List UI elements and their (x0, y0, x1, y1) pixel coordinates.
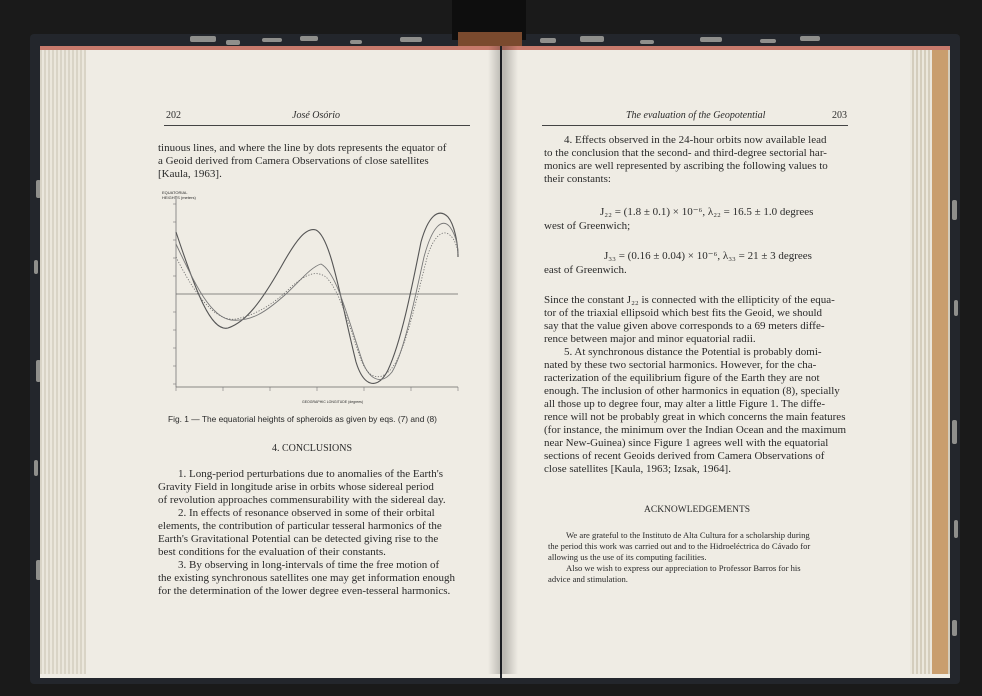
ack-line: Also we wish to express our appreciation to Professor Barros for his (566, 563, 801, 573)
intro-line: [Kaula, 1963]. (158, 168, 222, 180)
spheroid-curve-a (176, 213, 458, 383)
para-line: rence between major and minor equatorial radii. (544, 333, 756, 345)
para-line: west of Greenwich; (544, 220, 631, 232)
figure-y-label: EQUATORIAL (162, 190, 188, 195)
cover-speck (952, 420, 957, 444)
ack-line: We are grateful to the Instituto de Alta Cultura for a scholarship during (566, 530, 810, 540)
para-line: to the conclusion that the second- and third-degree sectorial har- (544, 147, 827, 159)
para-line: say that the value given above corresponds to a 69 meters diffe- (544, 320, 825, 332)
cover-speck (952, 200, 957, 220)
para-line: near New-Guinea) since Figure 1 agrees well with the equatorial (544, 437, 829, 449)
equatorial-heights-figure (156, 182, 468, 404)
cover-speck (580, 36, 604, 42)
spine-headband (458, 32, 522, 46)
spheroid-curve-b (176, 223, 458, 379)
x-ticks (176, 387, 458, 391)
header-rule (164, 125, 470, 126)
cover-speck (954, 520, 958, 538)
cover-speck (700, 37, 722, 42)
conclusion-line: for the determination of the lower degree even-tesseral harmonics. (158, 585, 451, 597)
cover-speck (300, 36, 318, 41)
right-endpaper-edge (932, 50, 948, 674)
cover-speck (350, 40, 362, 44)
conclusion-line: 2. In effects of resonance observed in some of their orbital (178, 507, 435, 519)
cover-speck (540, 38, 556, 43)
ack-line: the period this work was carried out and to the Hidroeléctrica do Cávado for (548, 541, 811, 551)
running-head: José Osório (292, 110, 341, 121)
intro-line: a Geoid derived from Camera Observations of close satellites (158, 155, 429, 167)
book-gutter (488, 46, 518, 674)
para-line: Since the constant J₂₂ is connected with the ellipticity of the equa- (544, 294, 835, 306)
figure-x-label: GEOGRAPHIC LONGITUDE (degrees) (302, 400, 364, 404)
ack-line: allowing us the use of its computing facilities. (548, 552, 707, 562)
cover-speck (640, 40, 654, 44)
para-line: (for instance, the minimum over the Indian Ocean and the maximum (544, 424, 847, 436)
conclusion-line: elements, the contribution of particular tesseral harmonics of the (158, 520, 442, 532)
figure-y-label: HEIGHTS (meters) (162, 195, 196, 200)
cover-speck (952, 620, 957, 636)
cover-speck (190, 36, 216, 42)
page-number: 203 (832, 110, 847, 121)
conclusion-line: Gravity Field in longitude arise in orbits whose sidereal period (158, 481, 434, 493)
conclusion-line: of revolution approaches commensurability with the sidereal day. (158, 494, 446, 506)
para-line: tor of the triaxial ellipsoid which best fits the Geoid, we should (544, 307, 823, 319)
conclusion-line: 3. By observing in long-intervals of time the free motion of (178, 559, 440, 571)
cover-speck (760, 39, 776, 43)
intro-line: tinuous lines, and where the line by dots represents the equator of (158, 142, 447, 154)
page-number: 202 (166, 110, 181, 121)
para-line: monics are well represented by ascribing the following values to (544, 160, 828, 172)
para-line: 5. At synchronous distance the Potential is probably domi- (564, 346, 822, 358)
section-title: 4. CONCLUSIONS (272, 443, 353, 454)
para-line: 4. Effects observed in the 24-hour orbits now available lead (564, 134, 827, 146)
conclusion-line: Earth's Gravitational Potential can be detected giving rise to the (158, 533, 439, 545)
ack-line: advice and stimulation. (548, 574, 628, 584)
para-line: nated by these two sectorial harmonics. However, for the cha- (544, 359, 817, 371)
conclusion-line: the existing synchronous satellites one may get information enough (158, 572, 455, 584)
figure-caption: Fig. 1 — The equatorial heights of spheroids as given by eqs. (7) and (8) (168, 414, 437, 424)
para-line: all those up to degree four, may alter a little Figure 1. The diffe- (544, 398, 826, 410)
left-page-edges (40, 50, 86, 674)
cover-speck (954, 300, 958, 316)
acknowledgements-title: ACKNOWLEDGEMENTS (644, 505, 751, 515)
para-line: their constants: (544, 173, 611, 185)
right-page (502, 46, 950, 678)
para-line: rence will not be probably great in which concerns the main features (544, 411, 846, 423)
para-line: close satellites [Kaula, 1963; Izsak, 1964]. (544, 463, 731, 475)
para-line: enough. The inclusion of other harmonics in equation (8), specially (544, 385, 840, 397)
cover-speck (34, 260, 38, 274)
equation-j33: J₃₃ = (0.16 ± 0.04) × 10⁻⁶, λ₃₃ = 21 ± 3 degrees (604, 250, 812, 262)
conclusion-line: 1. Long-period perturbations due to anomalies of the Earth's (178, 468, 443, 480)
running-head: The evaluation of the Geopotential (626, 110, 766, 121)
equation-j22: J₂₂ = (1.8 ± 0.1) × 10⁻⁶, λ₂₂ = 16.5 ± 1.0 degrees (600, 206, 814, 218)
cover-speck (800, 36, 820, 41)
y-ticks (173, 204, 176, 384)
cover-speck (226, 40, 240, 45)
para-line: racterization of the equilibrium figure of the Earth they are not (544, 372, 820, 384)
figure-axes (176, 196, 458, 387)
cover-speck (262, 38, 282, 42)
para-line: east of Greenwich. (544, 264, 627, 276)
cover-speck (400, 37, 422, 42)
para-line: sections of recent Geoids derived from Camera Observations of (544, 450, 825, 462)
header-rule (542, 125, 848, 126)
geoid-dotted-curve (176, 233, 458, 377)
cover-speck (34, 460, 38, 476)
conclusion-line: best conditions for the evaluation of their constants. (158, 546, 386, 558)
